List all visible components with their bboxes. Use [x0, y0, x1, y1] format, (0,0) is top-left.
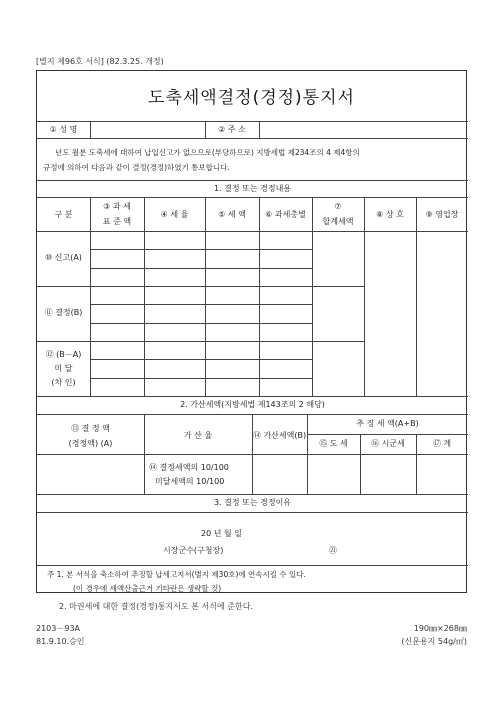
col-collected-total: 추 징 세 액(A+B) [356, 419, 419, 428]
col-tax-base-1: ③ 과 세 [103, 202, 131, 211]
rate-line-2: 미달세액의 10/100 [155, 477, 225, 486]
col-tax-type: ⑥ 과세총별 [265, 210, 306, 219]
row-shortfall-3: (차 인) [51, 378, 76, 387]
col-tax-rate: ④ 세 율 [160, 210, 189, 219]
row-shortfall-2: 미 달 [54, 364, 73, 373]
col-total-tax-1: ⑦ [334, 202, 342, 211]
col-business-place: ⑨ 영업장 [425, 210, 459, 219]
form-title: 도축세액결정(경정)통지서 [148, 88, 355, 108]
section-1-heading: 1. 결정 또는 경정내용 [213, 184, 292, 193]
note-line-1: 주 1. 본 서식을 축소하여 추징할 납세고지서(별지 제30호)에 연속시킬 수 있다. [47, 570, 306, 579]
notice-line-2: 규정에 의하여 다음과 같이 결정(경정)하였기 통보합니다. [43, 163, 230, 172]
footer-paper: (신문용지 54g/㎡) [401, 637, 467, 646]
col-decided-amount-1: ⑬ 결 정 액 [71, 424, 110, 433]
col-gubun: 구 분 [54, 210, 73, 219]
form-number: [별지 제96호 서식] (82.3.25. 개정) [36, 57, 164, 66]
col-surcharge-rate: 가 산 율 [183, 431, 213, 440]
issue-date: 20 년 월 일 [201, 529, 242, 538]
footer-approval: 81.9.10.승인 [36, 637, 85, 646]
row-decision: ⑪ 결정(B) [44, 308, 83, 317]
col-total-tax-2: 합계세액 [322, 217, 354, 226]
notice-line-1: 년도 월분 도축세에 대하여 납입신고가 없으므로(부당하므로) 지방세법 제234조의 4 제4항의 [55, 148, 360, 157]
note-line-3: 2. 마권세에 대한 결정(경정)통지서도 본 서식에 준한다. [59, 602, 253, 611]
seal-mark: ㉑ [329, 546, 337, 555]
col-city-tax: ⑯ 시군세 [371, 439, 405, 448]
name-label: ① 성 명 [49, 125, 78, 134]
col-sum: ⑰ 계 [432, 439, 452, 448]
note-line-2: (이 경우에 세액산출근거 기타란은 생략할 것) [73, 584, 222, 593]
col-decided-amount-2: (경정액) (A) [68, 439, 113, 448]
section-2-heading: 2. 가산세액(지방세법 제143조의 2 해당) [180, 400, 325, 409]
address-label: ② 주 소 [218, 125, 246, 134]
section-3-heading: 3. 결정 또는 경정이유 [213, 498, 292, 507]
address-field[interactable] [261, 122, 466, 137]
name-field[interactable] [92, 122, 204, 137]
row-shortfall-1: ⑫ (B－A) [45, 350, 82, 359]
footer-size: 190㎜×268㎜ [413, 624, 467, 633]
row-report: ⑩ 신고(A) [45, 253, 82, 262]
col-trade-name: ⑧ 상 호 [376, 210, 404, 219]
col-province-tax: ⑮ 도 세 [319, 439, 348, 448]
footer-form-code: 2103－93A [36, 624, 81, 633]
signer-title: 시장군수(구청장) [163, 546, 224, 555]
rate-line-1: ⑭ 결정세액의 10/100 [149, 463, 229, 472]
col-surcharge-amount: ⑭ 가산세액(B) [252, 431, 307, 440]
notice-form [36, 70, 467, 593]
col-tax-base-2: 표 준 액 [102, 217, 132, 226]
col-tax-amount: ⑤ 세 액 [218, 210, 246, 219]
